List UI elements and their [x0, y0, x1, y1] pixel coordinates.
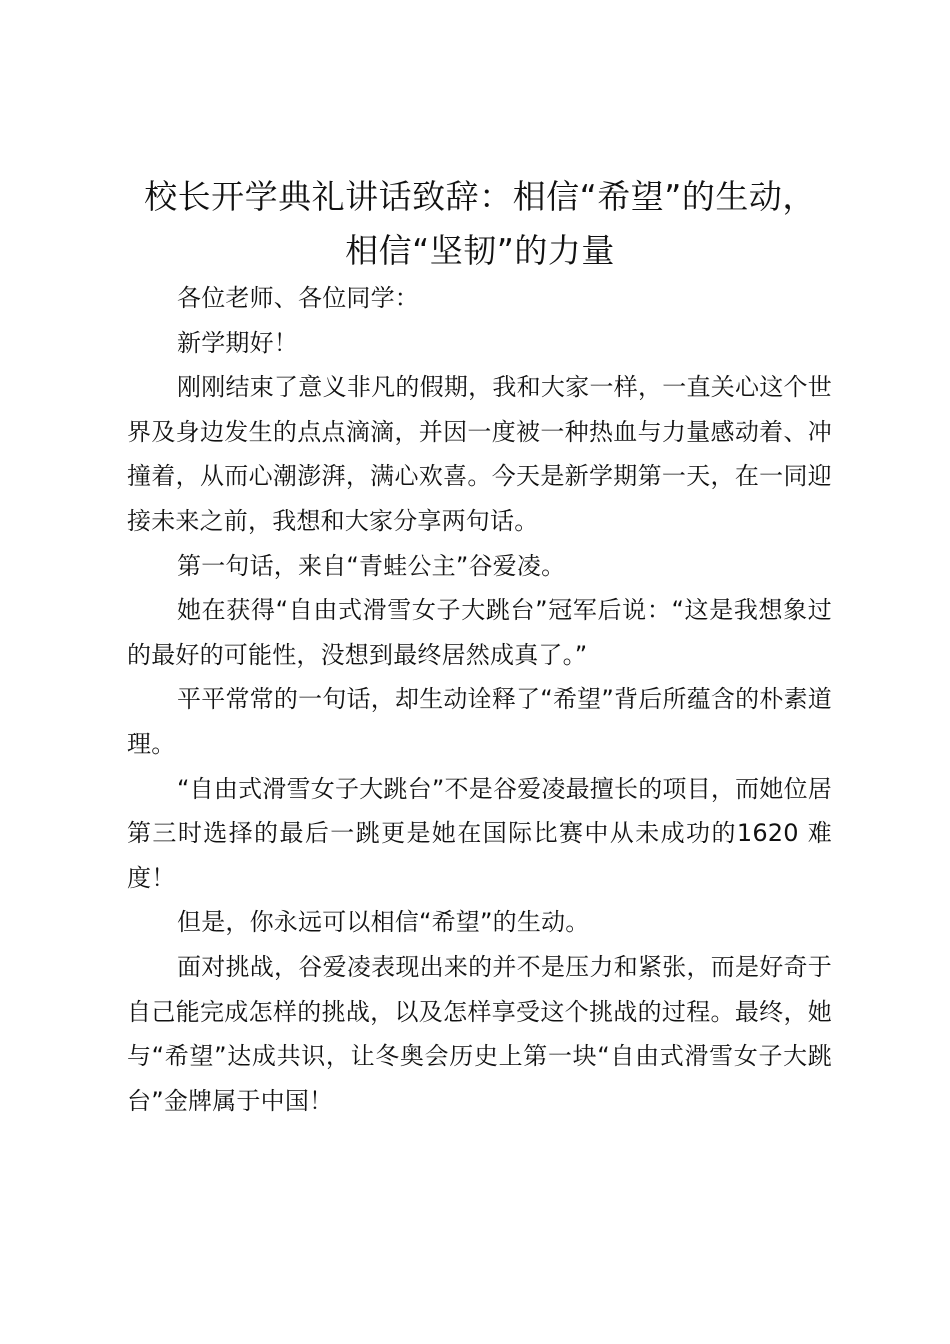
- paragraph: 但是，你永远可以相信“希望”的生动。: [177, 908, 590, 937]
- paragraph: “自由式滑雪女子大跳台”不是谷爱凌最擅长的项目，而她位居第三时选择的最后一跳更是她在国际比赛中从未成功的1620 难度！: [127, 774, 832, 892]
- paragraph: 她在获得“自由式滑雪女子大跳台”冠军后说：“这是我想象过的最好的可能性，没想到最终居然成真了。”: [127, 596, 832, 669]
- salutation: 各位老师、各位同学：: [177, 284, 419, 312]
- title-line: 校长开学典礼讲话致辞：相信“希望”的生动，: [144, 177, 816, 216]
- paragraph: 刚刚结束了意义非凡的假期，我和大家一样，一直关心这个世界及身边发生的点点滴滴，并因一度被一种热血与力量感动着、冲撞着，从而心潮澎湃，满心欢喜。今天是新学期第一天，在一同迎接未来之前，我想和大家分享两句话。: [127, 373, 832, 535]
- title-line: 相信“坚韧”的力量: [345, 231, 615, 270]
- greeting: 新学期好！: [177, 328, 298, 357]
- document-body: [127, 276, 832, 1123]
- paragraph: 平平常常的一句话，却生动诠释了“希望”背后所蕴含的朴素道理。: [127, 685, 832, 758]
- paragraph: 第一句话，来自“青蛙公主”谷爱凌。: [177, 551, 566, 580]
- paragraph: 面对挑战，谷爱凌表现出来的并不是压力和紧张，而是好奇于自己能完成怎样的挑战，以及怎样享受这个挑战的过程。最终，她与“希望”达成共识，让冬奥会历史上第一块“自由式滑雪女子大跳台”金牌属于中国！: [127, 952, 832, 1115]
- document-title: [100, 170, 860, 278]
